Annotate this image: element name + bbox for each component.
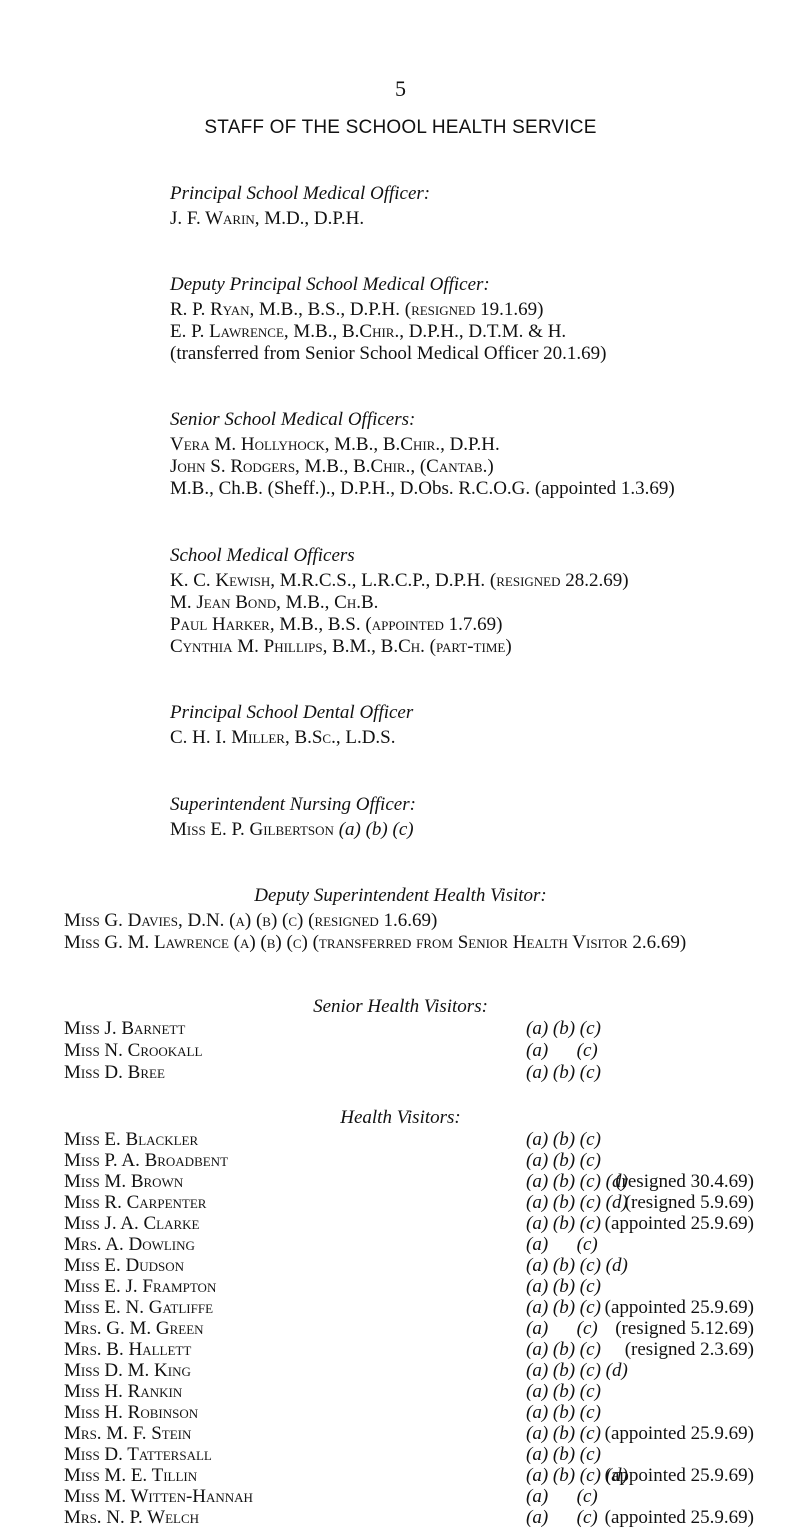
senior-smo-line: John S. Rodgers, M.B., B.Chir., (Cantab.) — [170, 456, 494, 477]
dental-heading: Principal School Dental Officer — [170, 702, 414, 723]
hv-quals: (a) (b) (c) — [526, 1444, 601, 1465]
hv-row — [64, 1276, 754, 1298]
senior-hv-heading: Senior Health Visitors: — [313, 996, 488, 1017]
hv-name: Miss E. Blackler — [64, 1129, 199, 1150]
hv-name: Miss E. Dudson — [64, 1255, 185, 1276]
principal-smo-line: J. F. Warin, M.D., D.P.H. — [170, 208, 365, 229]
hv-row — [64, 1171, 754, 1193]
hv-note: (appointed 25.9.69) — [604, 1507, 754, 1528]
senior-smo-line: M.B., Ch.B. (Sheff.)., D.P.H., D.Obs. R.C.O.G. (appointed 1.3.69) — [170, 478, 675, 499]
hv-quals: (a) (b) (c) (d) — [526, 1171, 628, 1192]
nursing-quals: (a) (b) (c) — [338, 819, 414, 840]
hv-row — [64, 1213, 754, 1235]
hv-row — [64, 1150, 754, 1172]
hv-row — [64, 1129, 754, 1151]
hv-name: Miss J. A. Clarke — [64, 1213, 200, 1234]
hv-quals: (a) (b) (c) — [526, 1129, 601, 1150]
hv-row — [64, 1318, 754, 1340]
deputy-hv-line: Miss G. Davies, D.N. (a) (b) (c) (resigned 1.6.69) — [64, 910, 438, 931]
smo-line: Cynthia M. Phillips, B.M., B.Ch. (part-time) — [170, 636, 512, 657]
deputy-smo-heading: Deputy Principal School Medical Officer: — [170, 274, 490, 295]
senior-hv-name: Miss N. Crookall — [64, 1040, 203, 1061]
hv-quals: (a) (b) (c) — [526, 1339, 601, 1360]
senior-smo-line: Vera M. Hollyhock, M.B., B.Chir., D.P.H. — [170, 434, 500, 455]
hv-name: Miss M. E. Tillin — [64, 1465, 198, 1486]
hv-note: (appointed 25.9.69) — [604, 1423, 754, 1444]
hv-row — [64, 1360, 754, 1382]
hv-name: Mrs. N. P. Welch — [64, 1507, 200, 1528]
dental-line: C. H. I. Miller, B.Sc., L.D.S. — [170, 727, 396, 748]
hv-note: (resigned 2.3.69) — [624, 1339, 754, 1360]
hv-quals: (a) (b) (c) — [526, 1423, 601, 1444]
hv-note: (resigned 5.9.69) — [624, 1192, 754, 1213]
nursing-name: Miss E. P. Gilbertson — [170, 819, 334, 840]
smo-line: M. Jean Bond, M.B., Ch.B. — [170, 592, 379, 613]
principal-smo-heading: Principal School Medical Officer: — [170, 183, 431, 204]
hv-row — [64, 1507, 754, 1529]
senior-hv-quals: (a) (c) — [526, 1040, 598, 1061]
hv-name: Mrs. A. Dowling — [64, 1234, 195, 1255]
senior-hv-name: Miss D. Bree — [64, 1062, 165, 1083]
senior-hv-row — [64, 1018, 754, 1040]
hv-quals: (a) (b) (c) (d) — [526, 1192, 628, 1213]
nursing-line — [170, 819, 414, 841]
deputy-hv-heading: Deputy Superintendent Health Visitor: — [254, 885, 547, 906]
hv-note: (appointed 25.9.69) — [604, 1465, 754, 1486]
page-number: 5 — [395, 76, 406, 101]
hv-quals: (a) (b) (c) (d) — [526, 1465, 628, 1486]
hv-quals: (a) (b) (c) (d) — [526, 1360, 628, 1381]
hv-quals: (a) (c) — [526, 1234, 598, 1255]
hv-row — [64, 1192, 754, 1214]
deputy-hv-line: Miss G. M. Lawrence (a) (b) (c) (transferred from Senior Health Visitor 2.6.69) — [64, 932, 687, 953]
hv-quals: (a) (b) (c) — [526, 1381, 601, 1402]
hv-row — [64, 1234, 754, 1256]
hv-row — [64, 1381, 754, 1403]
senior-smo-heading: Senior School Medical Officers: — [170, 409, 416, 430]
smo-line: Paul Harker, M.B., B.S. (appointed 1.7.69) — [170, 614, 503, 635]
hv-name: Miss P. A. Broadbent — [64, 1150, 229, 1171]
hv-quals: (a) (b) (c) — [526, 1150, 601, 1171]
senior-hv-row — [64, 1040, 754, 1062]
hv-row — [64, 1423, 754, 1445]
hv-row — [64, 1402, 754, 1424]
nursing-heading: Superintendent Nursing Officer: — [170, 794, 416, 815]
hv-name: Miss H. Robinson — [64, 1402, 199, 1423]
senior-hv-name: Miss J. Barnett — [64, 1018, 186, 1039]
hv-name: Miss E. J. Frampton — [64, 1276, 217, 1297]
hv-row — [64, 1465, 754, 1487]
hv-name: Miss H. Rankin — [64, 1381, 183, 1402]
hv-name: Miss D. M. King — [64, 1360, 191, 1381]
senior-hv-quals: (a) (b) (c) — [526, 1018, 601, 1039]
hv-name: Miss D. Tattersall — [64, 1444, 212, 1465]
hv-name: Miss R. Carpenter — [64, 1192, 207, 1213]
hv-note: (appointed 25.9.69) — [604, 1297, 754, 1318]
hv-quals: (a) (c) — [526, 1318, 598, 1339]
hv-quals: (a) (b) (c) — [526, 1213, 601, 1234]
hv-row — [64, 1486, 754, 1508]
senior-hv-row — [64, 1062, 754, 1084]
hv-name: Miss M. Witten-Hannah — [64, 1486, 253, 1507]
hv-row — [64, 1444, 754, 1466]
hv-row — [64, 1339, 754, 1361]
hv-name: Miss M. Brown — [64, 1171, 184, 1192]
hv-name: Mrs. G. M. Green — [64, 1318, 204, 1339]
hv-name: Mrs. B. Hallett — [64, 1339, 192, 1360]
smo-heading: School Medical Officers — [170, 545, 355, 566]
hv-quals: (a) (b) (c) (d) — [526, 1255, 628, 1276]
hv-row — [64, 1255, 754, 1277]
hv-note: (resigned 5.12.69) — [615, 1318, 754, 1339]
senior-hv-quals: (a) (b) (c) — [526, 1062, 601, 1083]
hv-quals: (a) (b) (c) — [526, 1402, 601, 1423]
hv-note: (resigned 30.4.69) — [615, 1171, 754, 1192]
deputy-smo-line: R. P. Ryan, M.B., B.S., D.P.H. (resigned 19.1.69) — [170, 299, 544, 320]
hv-note: (appointed 25.9.69) — [604, 1213, 754, 1234]
hv-quals: (a) (c) — [526, 1507, 598, 1528]
deputy-smo-line: E. P. Lawrence, M.B., B.Chir., D.P.H., D.T.M. & H. — [170, 321, 567, 342]
page-title: STAFF OF THE SCHOOL HEALTH SERVICE — [204, 117, 597, 138]
deputy-smo-line: (transferred from Senior School Medical Officer 20.1.69) — [170, 343, 607, 364]
hv-name: Miss E. N. Gatliffe — [64, 1297, 214, 1318]
hv-quals: (a) (b) (c) — [526, 1276, 601, 1297]
hv-row — [64, 1297, 754, 1319]
hv-name: Mrs. M. F. Stein — [64, 1423, 192, 1444]
hv-heading: Health Visitors: — [340, 1107, 461, 1128]
hv-quals: (a) (c) — [526, 1486, 598, 1507]
smo-line: K. C. Kewish, M.R.C.S., L.R.C.P., D.P.H. (resigned 28.2.69) — [170, 570, 629, 591]
hv-quals: (a) (b) (c) — [526, 1297, 601, 1318]
